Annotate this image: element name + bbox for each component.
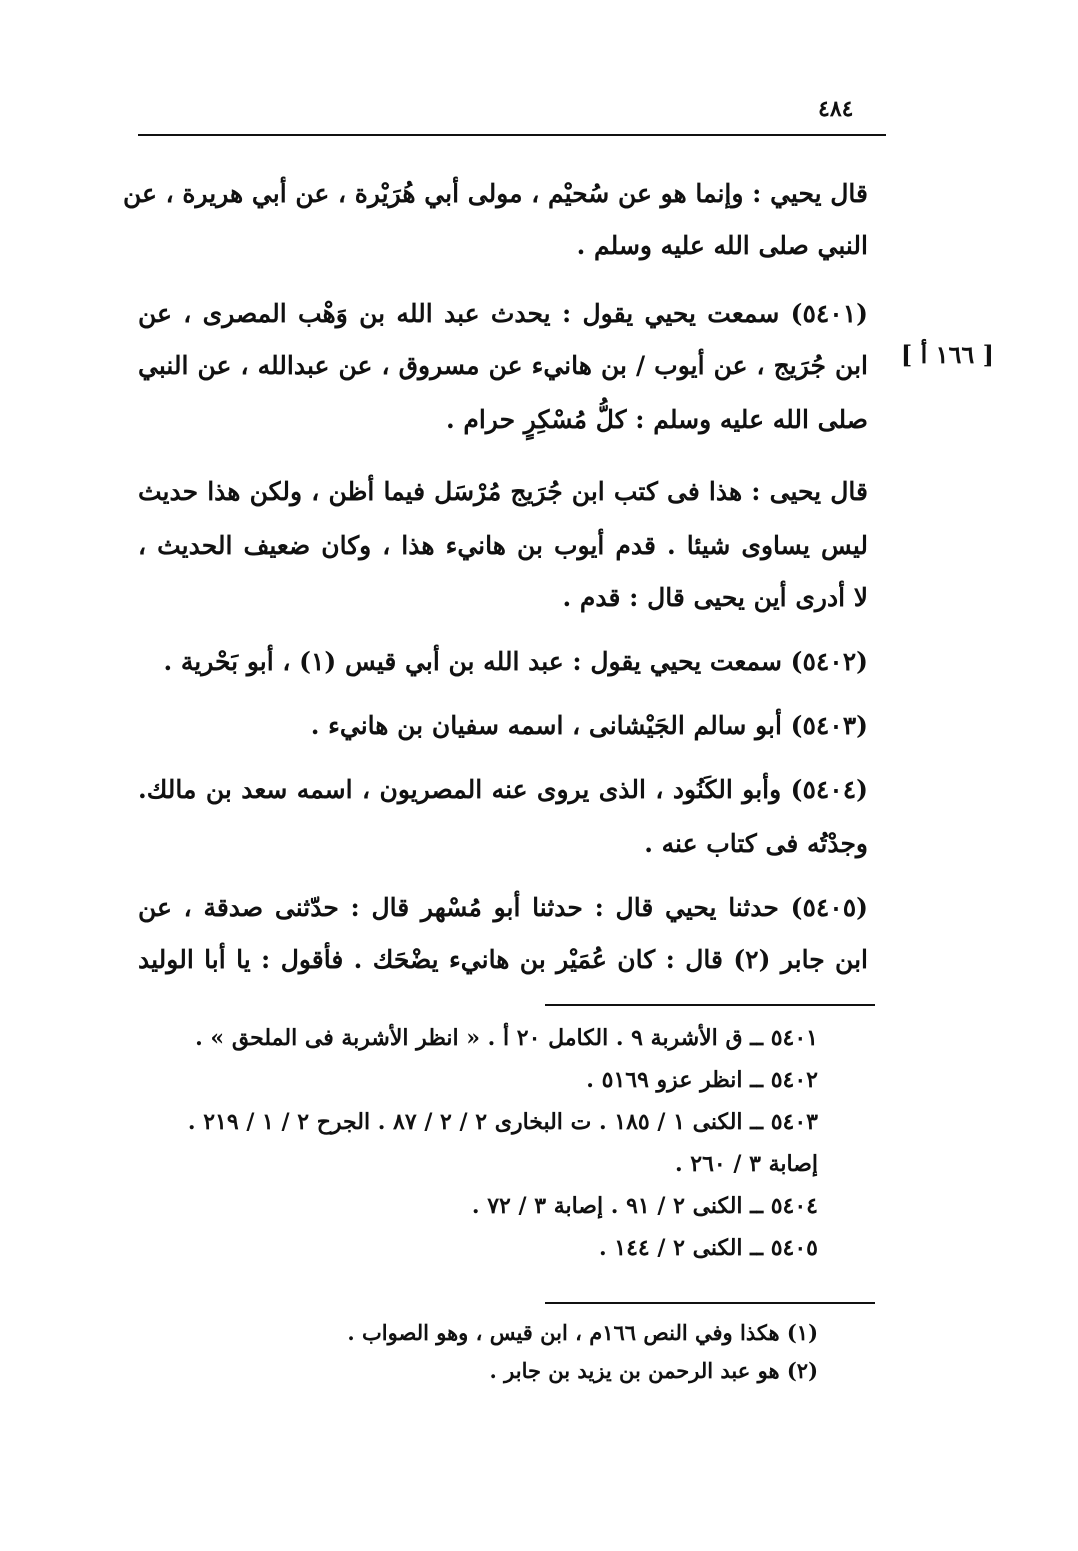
body-line: صلى الله عليه وسلم : كلُّ مُسْكِرٍ حرام . [445, 405, 868, 434]
page-number: ٤٨٤ [818, 96, 854, 122]
body-line: لا أدرى أين يحيى قال : قدم . [562, 583, 868, 612]
body-line: (٥٤٠٥) حدثنا يحيي قال : حدثنا أبو مُسْهر قال : حدّثنى صدقة ، عن [138, 893, 868, 922]
source-note: ٥٤٠١ ــ ق الأشربة ٩ . الكامل ٢٠ أ . « انظر الأشربة فى الملحق » . [195, 1025, 818, 1051]
body-line: النبي صلى الله عليه وسلم . [576, 231, 868, 260]
source-note: إصابة ٣ / ٢٦٠ . [674, 1151, 818, 1177]
footnote: (٢) هو عبد الرحمن بن يزيد بن جابر . [489, 1358, 818, 1383]
body-line: (٥٤٠٤) وأبو الكَنُود ، الذى يروى عنه المصريون ، اسمه سعد بن مالك. [138, 775, 868, 804]
body-line: ابن جُرَيج ، عن أيوب / بن هانيء عن مسروق ، عن عبدالله ، عن النبي [138, 351, 868, 380]
body-line: قال يحيى : هذا فى كتب ابن جُرَيج مُرْسَل فيما أظن ، ولكن هذا حديث [138, 477, 868, 506]
body-line: ليس يساوى شيئا . قدم أيوب بن هانيء هذا ، وكان ضعيف الحديث ، [138, 531, 868, 560]
body-line: (٥٤٠١) سمعت يحيي يقول : يحدث عبد الله بن وَهْب المصرى ، عن [138, 299, 868, 328]
body-line: ابن جابر (٢) قال : كان عُمَيْر بن هانيء يضْحَك . فأقول : يا أبا الوليد [138, 945, 868, 974]
body-line: قال يحيي : وإنما هو عن سُحيْم ، مولى أبي هُرَيْرة ، عن أبي هريرة ، عن [122, 179, 868, 208]
body-line: وجدْتُه فى كتاب عنه . [644, 829, 868, 858]
footnotes-rule [545, 1302, 875, 1304]
body-line: (٥٤٠٣) أبو سالم الجَيْشانى ، اسمه سفيان بن هانيء . [310, 711, 868, 740]
source-note: ٥٤٠٣ ــ الكنى ١ / ١٨٥ . ت البخارى ٢ / ٢ / ٨٧ . الجرح ٢ / ١ / ٢١٩ . [187, 1109, 818, 1135]
header-rule [138, 134, 886, 136]
source-note: ٥٤٠٢ ــ انظر عزو ٥١٦٩ . [586, 1067, 818, 1093]
notes-rule [545, 1004, 875, 1006]
margin-folio-reference: [ ١٦٦ أ ] [900, 340, 994, 369]
body-line: (٥٤٠٢) سمعت يحيي يقول : عبد الله بن أبي قيس (١) ، أبو بَحْرية . [163, 647, 868, 676]
source-note: ٥٤٠٤ ــ الكنى ٢ / ٩١ . إصابة ٣ / ٧٢ . [471, 1193, 818, 1219]
footnote: (١) هكذا وفي النص ١٦٦م ، ابن قيس ، وهو الصواب . [347, 1320, 818, 1345]
source-note: ٥٤٠٥ ــ الكنى ٢ / ١٤٤ . [598, 1235, 818, 1261]
